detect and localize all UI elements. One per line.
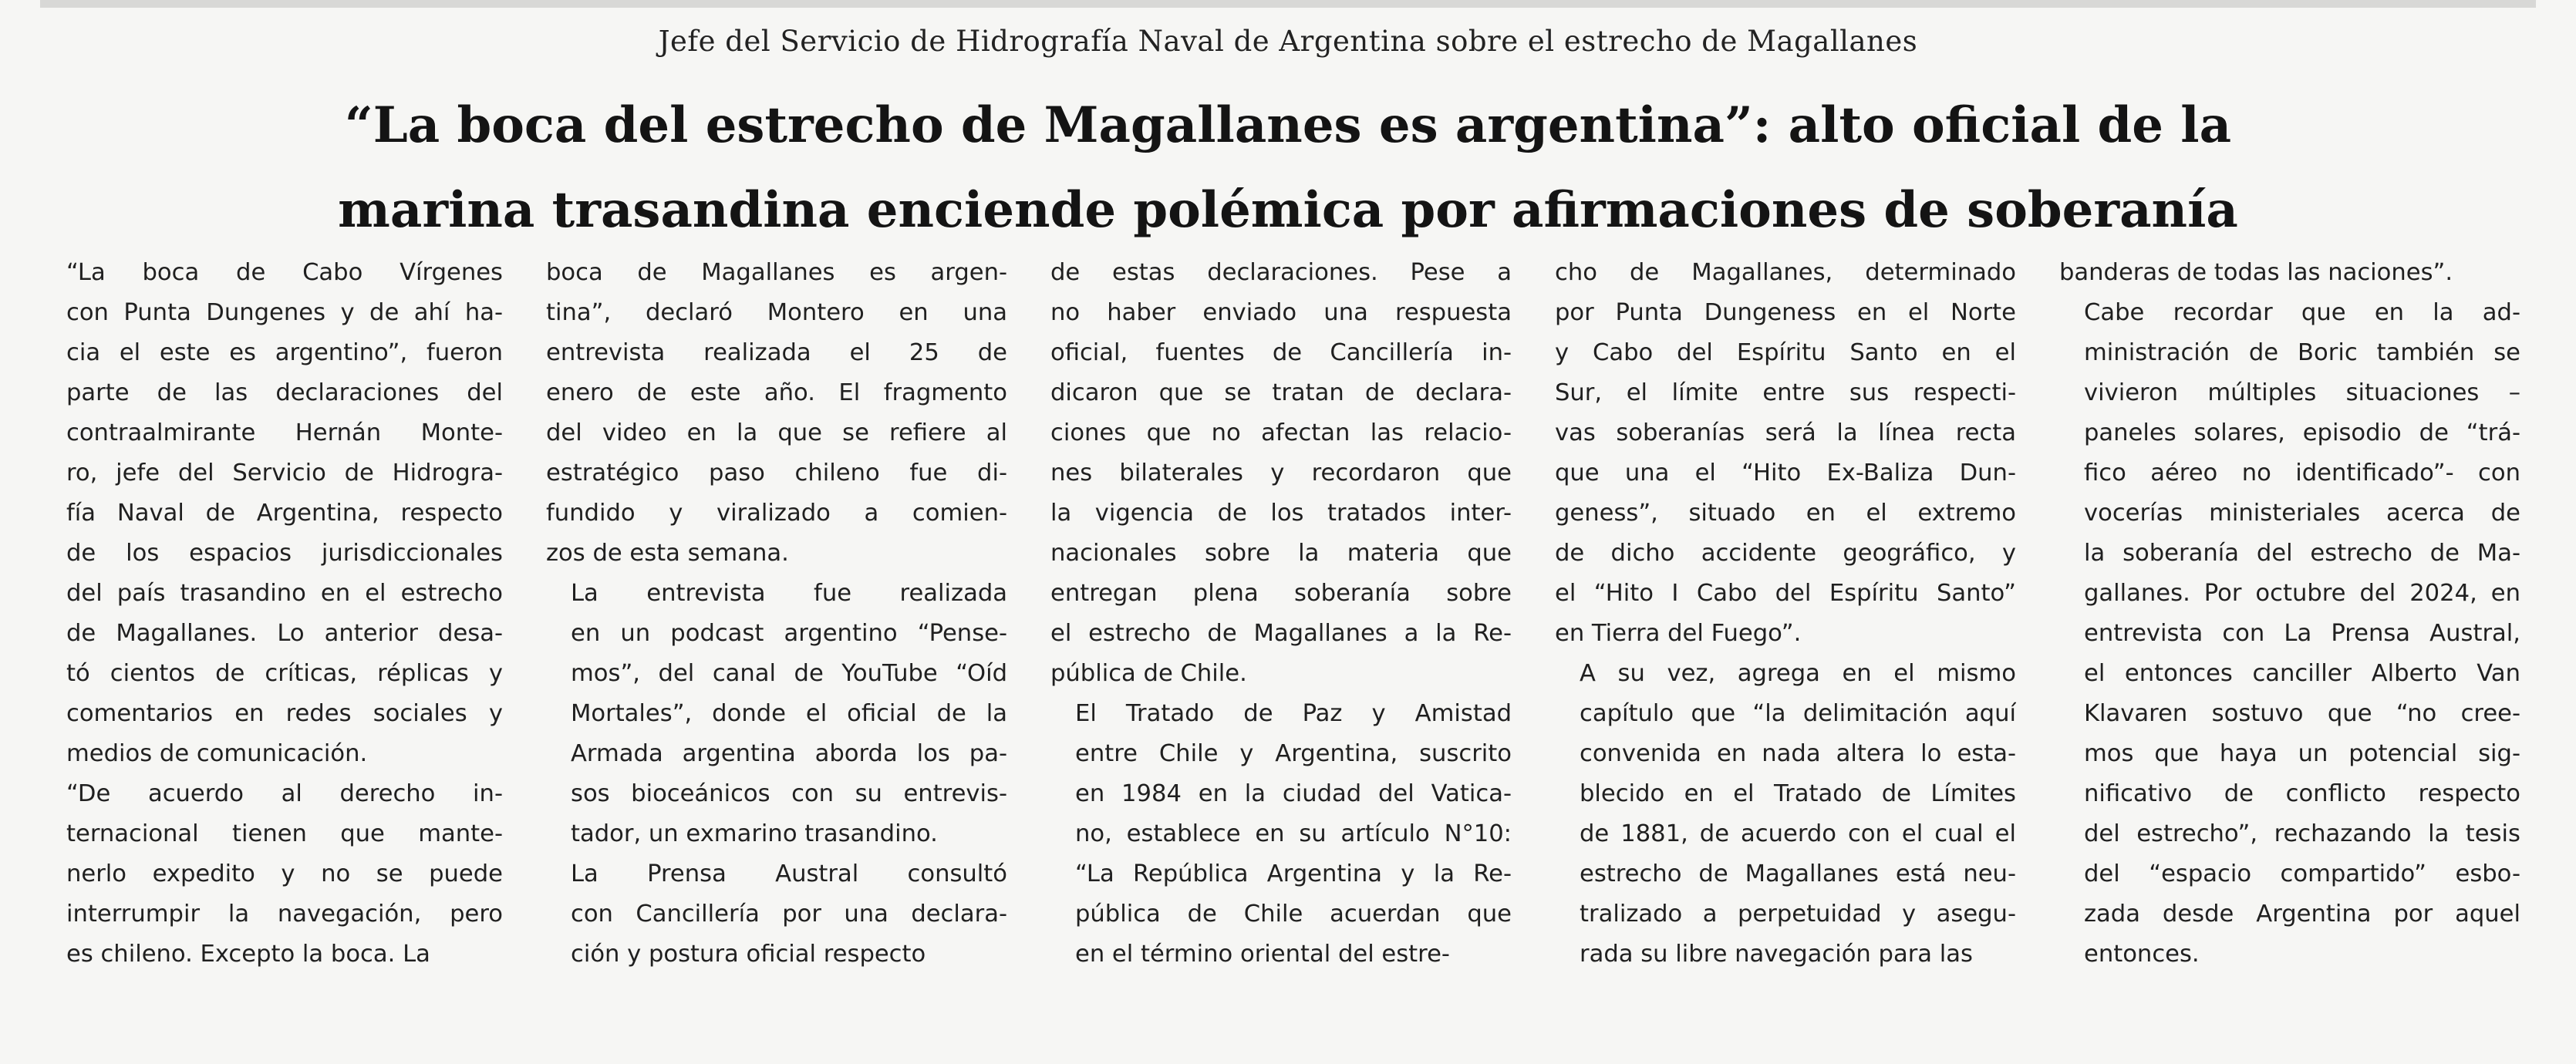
text-line: pública de Chile acuerdan que [1075,901,1512,928]
column-2 [546,253,1007,1047]
text-line: enero de este año. El fragmento [546,379,1007,406]
text-line: paneles solares, episodio de “trá- [2084,419,2520,446]
text-line: entrevista realizada el 25 de [546,339,1007,366]
text-line: zos de esta semana. [546,540,789,567]
article-body [42,253,2541,1047]
text-line: es chileno. Excepto la boca. La [66,941,430,968]
text-line: A su vez, agrega en el mismo [1580,660,2016,687]
text-line: por Punta Dungeness en el Norte [1555,299,2016,326]
text-line: en 1984 en la ciudad del Vatica- [1075,780,1512,807]
text-line: capítulo que “la delimitación aquí [1580,700,2016,727]
text-line: la vigencia de los tratados inter- [1050,500,1512,527]
text-line: geness”, situado en el extremo [1555,500,2016,527]
text-line: rada su libre navegación para las [1580,941,1973,968]
text-line: tina”, declaró Montero en una [546,299,1007,326]
text-line: contraalmirante Hernán Monte- [66,419,503,446]
text-line: Armada argentina aborda los pa- [571,740,1007,767]
text-line: en un podcast argentino “Pense- [571,620,1007,647]
text-line: en Tierra del Fuego”. [1555,620,1802,647]
text-line: Sur, el límite entre sus respecti- [1555,379,2016,406]
text-line: del “espacio compartido” esbo- [2084,860,2520,887]
text-line: tralizado a perpetuidad y asegu- [1580,901,2016,928]
text-line: La Prensa Austral consultó [571,860,1007,887]
text-line: del país trasandino en el estrecho [66,580,503,607]
text-line: fía Naval de Argentina, respecto [66,500,503,527]
text-line: fundido y viralizado a comien- [546,500,1007,527]
text-line: el “Hito I Cabo del Espíritu Santo” [1555,580,2016,607]
text-line: gallanes. Por octubre del 2024, en [2084,580,2520,607]
text-line: estrecho de Magallanes está neu- [1580,860,2016,887]
text-line: entonces. [2084,941,2200,968]
text-line: El Tratado de Paz y Amistad [1075,700,1512,727]
text-line: zada desde Argentina por aquel [2084,901,2520,928]
text-line: de dicho accidente geográfico, y [1555,540,2016,567]
text-line: oficial, fuentes de Cancillería in- [1050,339,1512,366]
text-line: parte de las declaraciones del [66,379,503,406]
text-line: de 1881, de acuerdo con el cual el [1580,820,2016,847]
text-line: pública de Chile. [1050,660,1247,687]
text-line: y Cabo del Espíritu Santo en el [1555,339,2016,366]
text-line: Klavaren sostuvo que “no cree- [2084,700,2520,727]
column-4 [1555,253,2016,1047]
kicker: Jefe del Servicio de Hidrografía Naval de Argentina sobre el estrecho de Magallanes [658,25,1918,58]
text-line: que una el “Hito Ex-Baliza Dun- [1555,460,2016,487]
article-paragraph [42,253,503,774]
text-line: entrevista con La Prensa Austral, [2084,620,2520,647]
text-line: mos”, del canal de YouTube “Oíd [571,660,1007,687]
text-line: no, establece en su artículo N°10: [1075,820,1512,847]
top-rule [40,0,2536,8]
text-line: nerlo expedito y no se puede [66,860,503,887]
text-line: nacionales sobre la materia que [1050,540,1512,567]
text-line: cho de Magallanes, determinado [1555,259,2016,286]
article-paragraph [1555,253,2016,654]
text-line: interrumpir la navegación, pero [66,901,503,928]
text-line: estratégico paso chileno fue di- [546,460,1007,487]
article-paragraph [1050,694,1512,975]
text-line: blecido en el Tratado de Límites [1580,780,2016,807]
headline [77,83,2499,253]
text-line: dicaron que se tratan de declara- [1050,379,1512,406]
text-line: boca de Magallanes es argen- [546,259,1007,286]
text-line: el estrecho de Magallanes a la Re- [1050,620,1512,647]
text-line: de estas declaraciones. Pese a [1050,259,1512,286]
text-line: cia el este es argentino”, fueron [66,339,503,366]
text-line: ro, jefe del Servicio de Hidrogra- [66,460,503,487]
text-line: entregan plena soberanía sobre [1050,580,1512,607]
text-line: comentarios en redes sociales y [66,700,503,727]
text-line: entre Chile y Argentina, suscrito [1075,740,1512,767]
text-line: tó cientos de críticas, réplicas y [66,660,503,687]
article-paragraph [2059,253,2520,293]
text-line: “La boca de Cabo Vírgenes [66,259,503,286]
article-paragraph [546,253,1007,574]
headline-line: marina trasandina enciende polémica por afirmaciones de soberanía [338,181,2238,239]
text-line: no haber enviado una respuesta [1050,299,1512,326]
article-paragraph [1050,253,1512,694]
text-line: “De acuerdo al derecho in- [66,780,503,807]
article-paragraph [1555,654,2016,975]
article-paragraph [42,774,503,975]
text-line: ministración de Boric también se [2084,339,2520,366]
text-line: en el término oriental del estre- [1075,941,1450,968]
text-line: tador, un exmarino trasandino. [571,820,938,847]
text-line: Cabe recordar que en la ad- [2084,299,2520,326]
text-line: mos que haya un potencial sig- [2084,740,2520,767]
article-paragraph [546,574,1007,854]
text-line: nes bilaterales y recordaron que [1050,460,1512,487]
text-line: “La República Argentina y la Re- [1075,860,1512,887]
text-line: fico aéreo no identificado”- con [2084,460,2520,487]
text-line: vivieron múltiples situaciones – [2084,379,2520,406]
text-line: nificativo de conflicto respecto [2084,780,2520,807]
text-line: ción y postura oficial respecto [571,941,926,968]
text-line: La entrevista fue realizada [571,580,1007,607]
text-line: convenida en nada altera lo esta- [1580,740,2016,767]
text-line: de Magallanes. Lo anterior desa- [66,620,503,647]
article-paragraph [546,854,1007,975]
text-line: vocerías ministeriales acerca de [2084,500,2520,527]
text-line: medios de comunicación. [66,740,368,767]
text-line: de los espacios jurisdiccionales [66,540,503,567]
text-line: del video en la que se refiere al [546,419,1007,446]
article-paragraph [2059,293,2520,975]
text-line: con Punta Dungenes y de ahí ha- [66,299,503,326]
text-line: el entonces canciller Alberto Van [2084,660,2520,687]
column-3 [1050,253,1512,1047]
column-1 [42,253,503,1047]
headline-line: “La boca del estrecho de Magallanes es argentina”: alto oficial de la [344,96,2232,154]
text-line: sos bioceánicos con su entrevis- [571,780,1007,807]
column-5 [2059,253,2520,1047]
text-line: banderas de todas las naciones”. [2059,259,2453,286]
text-line: con Cancillería por una declara- [571,901,1007,928]
text-line: Mortales”, donde el oficial de la [571,700,1007,727]
text-line: la soberanía del estrecho de Ma- [2084,540,2520,567]
text-line: del estrecho”, rechazando la tesis [2084,820,2520,847]
text-line: vas soberanías será la línea recta [1555,419,2016,446]
text-line: ternacional tienen que mante- [66,820,503,847]
text-line: ciones que no afectan las relacio- [1050,419,1512,446]
